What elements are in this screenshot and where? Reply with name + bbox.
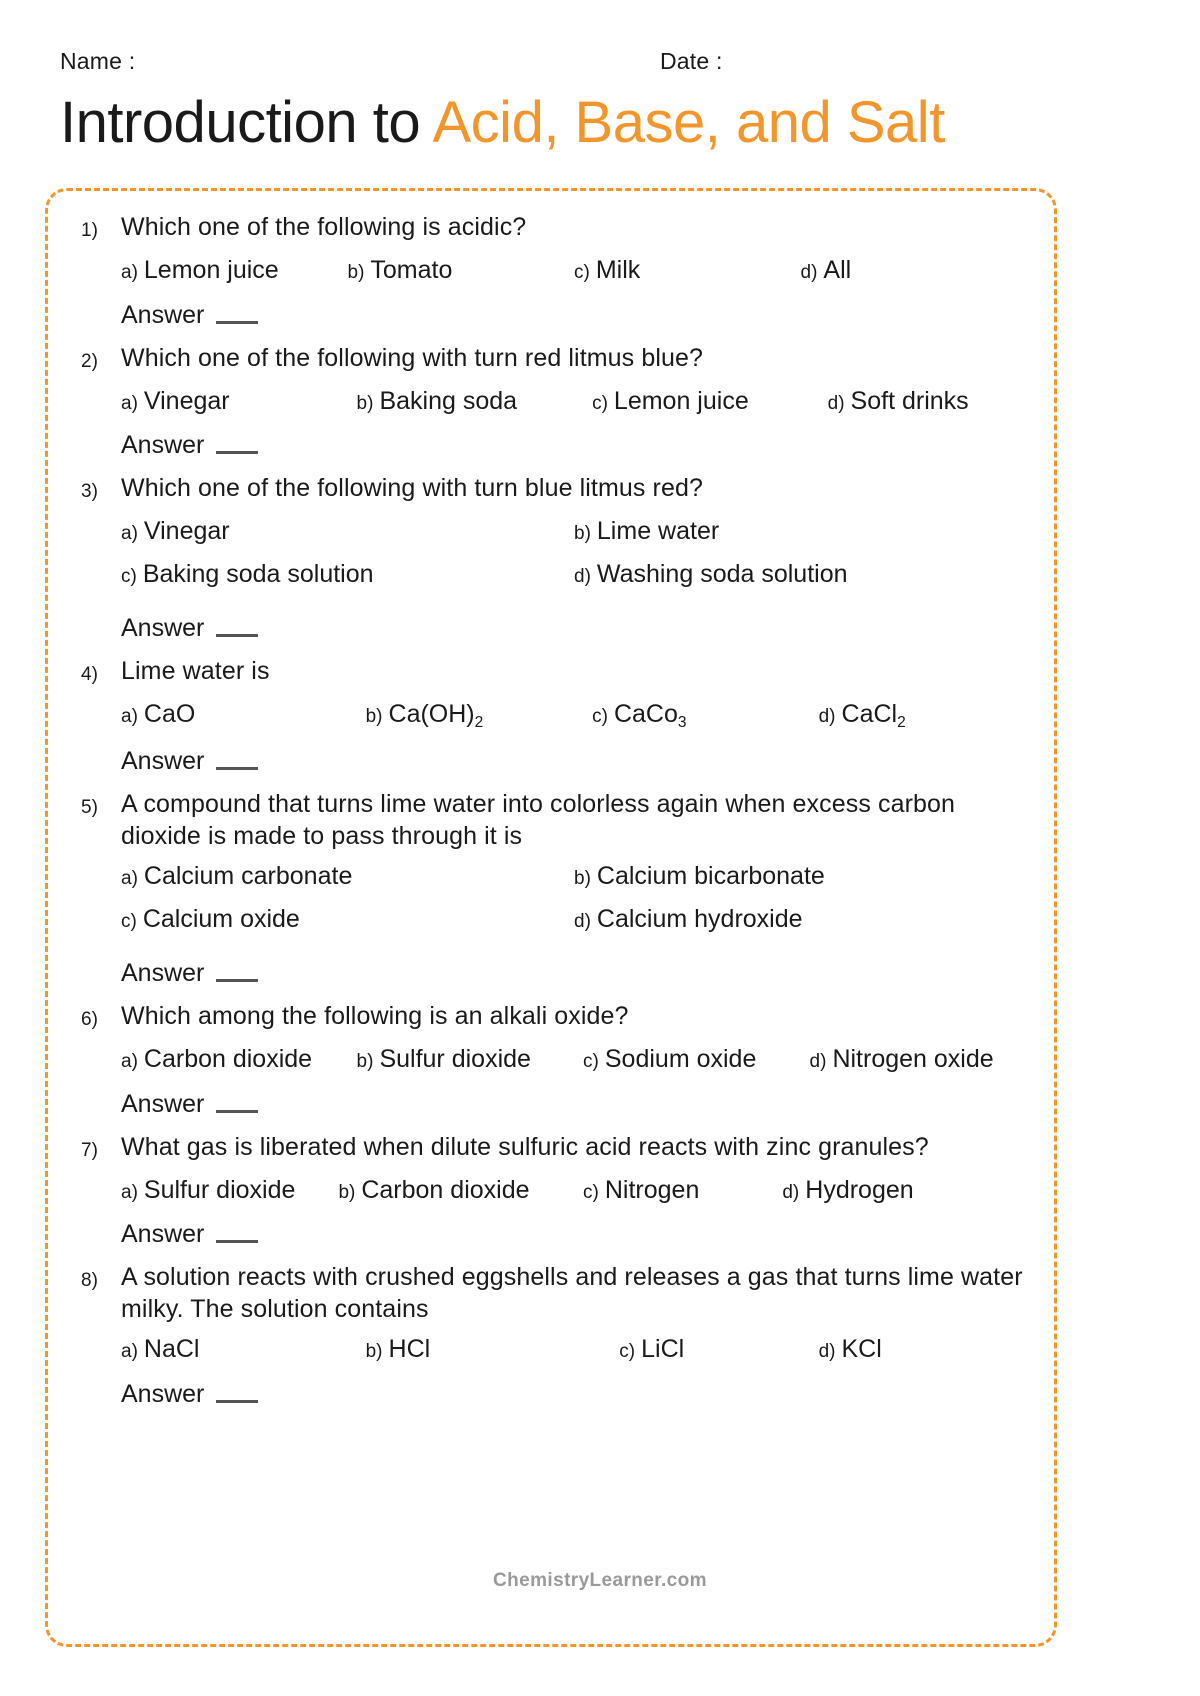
option-text: Baking soda solution bbox=[142, 559, 374, 588]
option-item[interactable] bbox=[357, 385, 593, 418]
option-label: b) bbox=[356, 392, 374, 414]
question-list bbox=[45, 188, 1057, 1647]
question-text: A solution reacts with crushed eggshells and releases a gas that turns lime water milky. The solution contains bbox=[121, 1263, 1023, 1323]
option-text: Soft drinks bbox=[850, 386, 969, 415]
option-label: c) bbox=[619, 1341, 636, 1363]
question-text: Which one of the following with turn red litmus blue? bbox=[121, 343, 703, 372]
option-item[interactable] bbox=[574, 558, 1027, 591]
date-label: Date : bbox=[660, 48, 723, 74]
page-title bbox=[60, 92, 1140, 155]
option-label: c) bbox=[583, 1051, 599, 1073]
answer-row bbox=[121, 614, 1027, 643]
option-item[interactable] bbox=[121, 1333, 366, 1366]
option-item[interactable] bbox=[574, 860, 1027, 893]
answer-blank[interactable] bbox=[216, 1109, 258, 1113]
question-row bbox=[75, 789, 1027, 852]
option-item[interactable] bbox=[828, 385, 1027, 418]
question-number: 3) bbox=[81, 481, 98, 502]
option-item[interactable] bbox=[583, 1174, 782, 1207]
option-label: d) bbox=[818, 706, 836, 727]
option-list bbox=[121, 254, 1027, 287]
option-text: CaCl$_2$ bbox=[841, 700, 906, 731]
option-text: Lemon juice bbox=[143, 256, 279, 284]
option-label: a) bbox=[121, 523, 138, 544]
option-text: Calcium oxide bbox=[142, 904, 300, 933]
answer-label: Answer bbox=[121, 1220, 205, 1249]
option-label: b) bbox=[356, 1051, 374, 1073]
answer-label: Answer bbox=[121, 614, 205, 642]
question-row bbox=[75, 473, 1027, 507]
question-number: 1) bbox=[81, 220, 98, 241]
question-row bbox=[75, 656, 1027, 690]
answer-blank[interactable] bbox=[216, 978, 258, 982]
option-text: CaCo$_3$ bbox=[613, 700, 687, 731]
option-item[interactable] bbox=[121, 1174, 338, 1207]
option-text: Carbon dioxide bbox=[143, 1045, 313, 1074]
option-label: b) bbox=[338, 1181, 356, 1203]
option-item[interactable] bbox=[810, 1043, 1027, 1076]
option-text: Milk bbox=[595, 256, 641, 284]
option-text: Lime water bbox=[596, 517, 720, 545]
option-text: Washing soda solution bbox=[596, 559, 848, 588]
answer-label: Answer bbox=[121, 300, 205, 329]
option-label: d) bbox=[782, 1181, 800, 1203]
option-list bbox=[121, 1174, 1027, 1207]
question-row bbox=[75, 1262, 1027, 1325]
option-text: Nitrogen bbox=[604, 1175, 700, 1204]
option-text: Calcium carbonate bbox=[143, 862, 353, 891]
option-item[interactable] bbox=[121, 558, 574, 591]
option-item[interactable] bbox=[121, 254, 348, 287]
question-number: 4) bbox=[81, 664, 98, 685]
option-label: c) bbox=[574, 262, 590, 283]
answer-blank[interactable] bbox=[216, 320, 258, 324]
question-number: 5) bbox=[81, 797, 98, 819]
option-label: c) bbox=[592, 392, 608, 414]
option-label: a) bbox=[121, 1181, 138, 1203]
question-text: Which one of the following with turn blue litmus red? bbox=[121, 474, 703, 502]
option-label: b) bbox=[365, 706, 383, 727]
answer-row bbox=[121, 431, 1027, 460]
question-block bbox=[75, 1262, 1027, 1409]
option-item[interactable] bbox=[348, 254, 575, 287]
question-number: 8) bbox=[81, 1270, 98, 1292]
question-text: What gas is liberated when dilute sulfuric acid reacts with zinc granules? bbox=[121, 1132, 929, 1161]
option-label: a) bbox=[121, 392, 138, 414]
option-item[interactable] bbox=[366, 1333, 620, 1366]
question-block bbox=[75, 473, 1027, 643]
option-text: KCl bbox=[841, 1335, 882, 1364]
question-text: A compound that turns lime water into colorless again when excess carbon dioxide is made to pass through it is bbox=[121, 790, 956, 850]
answer-blank[interactable] bbox=[216, 766, 258, 770]
option-label: a) bbox=[121, 1341, 138, 1363]
option-text: Calcium hydroxide bbox=[596, 904, 803, 933]
question-block bbox=[75, 1132, 1027, 1250]
option-item[interactable] bbox=[819, 1333, 1027, 1366]
option-item[interactable] bbox=[121, 860, 574, 893]
option-text: Sulfur dioxide bbox=[143, 1175, 296, 1204]
option-list bbox=[121, 385, 1027, 418]
question-row bbox=[75, 1132, 1027, 1166]
question-block bbox=[75, 343, 1027, 461]
name-label: Name : bbox=[60, 48, 136, 74]
question-block bbox=[75, 212, 1027, 330]
option-label: c) bbox=[121, 910, 137, 932]
option-label: d) bbox=[818, 1341, 836, 1363]
option-list bbox=[121, 515, 1027, 600]
question-text: Which one of the following is acidic? bbox=[121, 213, 527, 241]
answer-row bbox=[121, 301, 1027, 330]
answer-blank[interactable] bbox=[216, 1399, 258, 1403]
option-label: b) bbox=[365, 1341, 383, 1363]
option-text: Hydrogen bbox=[805, 1175, 914, 1204]
option-label: a) bbox=[121, 262, 138, 283]
answer-row bbox=[121, 747, 1027, 776]
option-item[interactable] bbox=[357, 1043, 584, 1076]
option-item[interactable] bbox=[574, 515, 1027, 548]
option-item[interactable] bbox=[619, 1333, 818, 1366]
option-item[interactable] bbox=[819, 698, 1027, 733]
option-list bbox=[121, 1043, 1027, 1076]
question-number: 6) bbox=[81, 1009, 98, 1031]
option-item[interactable] bbox=[121, 698, 366, 733]
question-text: Which among the following is an alkali oxide? bbox=[121, 1002, 629, 1031]
option-item[interactable] bbox=[121, 903, 574, 936]
option-item[interactable] bbox=[592, 698, 819, 733]
answer-label: Answer bbox=[121, 959, 205, 988]
option-text: Nitrogen oxide bbox=[832, 1045, 994, 1074]
option-item[interactable] bbox=[366, 698, 593, 733]
option-text: NaCl bbox=[143, 1335, 200, 1364]
option-label: d) bbox=[809, 1051, 827, 1073]
option-text: Sodium oxide bbox=[604, 1045, 757, 1074]
question-row bbox=[75, 1001, 1027, 1035]
formula-subscript: 2 bbox=[897, 713, 906, 731]
question-row bbox=[75, 343, 1027, 377]
formula-subscript: 3 bbox=[677, 713, 687, 731]
option-list bbox=[121, 860, 1027, 945]
option-item[interactable] bbox=[121, 385, 357, 418]
option-label: c) bbox=[583, 1181, 599, 1203]
answer-blank[interactable] bbox=[216, 633, 258, 637]
answer-blank[interactable] bbox=[216, 450, 258, 454]
option-text: $Ca(OH)_2$ bbox=[388, 700, 484, 731]
question-text: Lime water is bbox=[121, 657, 270, 685]
worksheet-header bbox=[0, 0, 1200, 155]
option-item[interactable] bbox=[338, 1174, 583, 1207]
option-item[interactable] bbox=[782, 1174, 1027, 1207]
option-text: Baking soda bbox=[379, 386, 518, 415]
answer-label: Answer bbox=[121, 1379, 205, 1408]
answer-label: Answer bbox=[121, 431, 205, 459]
option-label: a) bbox=[121, 706, 138, 727]
option-label: b) bbox=[347, 262, 365, 283]
title-highlight: Acid, Base, and Salt bbox=[432, 90, 945, 155]
option-text: HCl bbox=[388, 1335, 431, 1364]
answer-label: Answer bbox=[121, 1089, 205, 1118]
option-label: d) bbox=[827, 392, 845, 414]
question-number: 2) bbox=[81, 350, 98, 372]
option-label: b) bbox=[574, 868, 591, 890]
name-date-row bbox=[60, 48, 1140, 82]
option-text: Calcium bicarbonate bbox=[596, 862, 825, 891]
question-number: 7) bbox=[81, 1139, 98, 1161]
option-text: CaO bbox=[143, 700, 196, 728]
answer-row bbox=[121, 1090, 1027, 1119]
answer-row bbox=[121, 1220, 1027, 1249]
formula-subscript: 2 bbox=[474, 713, 484, 731]
footer-watermark: ChemistryLearner.com bbox=[493, 1570, 707, 1591]
option-label: a) bbox=[121, 868, 138, 890]
option-text: Lemon juice bbox=[613, 386, 749, 415]
option-list bbox=[121, 698, 1027, 733]
option-text: Carbon dioxide bbox=[361, 1175, 530, 1204]
question-row bbox=[75, 212, 1027, 246]
option-text: Tomato bbox=[370, 256, 453, 284]
option-label: a) bbox=[121, 1051, 138, 1073]
option-text: Vinegar bbox=[143, 517, 230, 545]
answer-row bbox=[121, 959, 1027, 988]
option-item[interactable] bbox=[121, 515, 574, 548]
option-label: b) bbox=[574, 523, 591, 544]
option-text: All bbox=[823, 256, 852, 284]
question-block bbox=[75, 656, 1027, 776]
option-list bbox=[121, 1333, 1027, 1366]
option-label: d) bbox=[574, 565, 591, 587]
answer-label: Answer bbox=[121, 747, 205, 776]
answer-row bbox=[121, 1380, 1027, 1409]
option-label: d) bbox=[800, 262, 818, 283]
option-item[interactable] bbox=[801, 254, 1028, 287]
option-item[interactable] bbox=[583, 1043, 810, 1076]
question-block bbox=[75, 789, 1027, 988]
option-text: Vinegar bbox=[143, 386, 230, 415]
option-item[interactable] bbox=[574, 254, 801, 287]
option-label: d) bbox=[574, 910, 591, 932]
option-label: c) bbox=[121, 565, 137, 587]
option-text: Sulfur dioxide bbox=[379, 1045, 531, 1074]
option-label: c) bbox=[592, 706, 608, 727]
question-block bbox=[75, 1001, 1027, 1119]
title-prefix: Introduction to bbox=[60, 90, 421, 155]
option-item[interactable] bbox=[574, 903, 1027, 936]
option-item[interactable] bbox=[121, 1043, 357, 1076]
option-item[interactable] bbox=[592, 385, 828, 418]
option-text: LiCl bbox=[641, 1335, 685, 1364]
answer-blank[interactable] bbox=[216, 1239, 258, 1243]
